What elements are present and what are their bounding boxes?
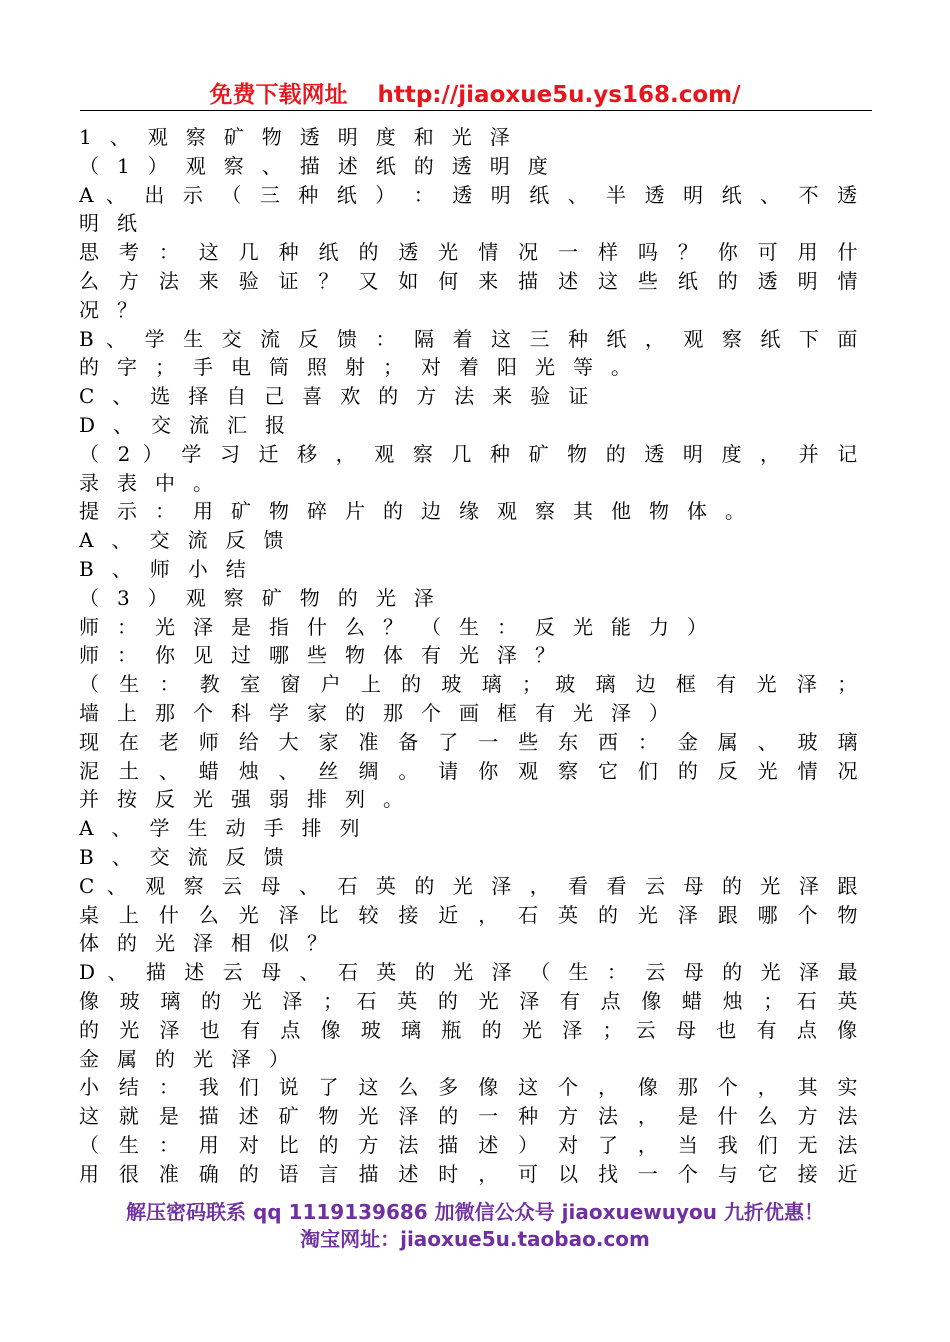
text-line: 这 就 是 描 述 矿 物 光 泽 的 一 种 方 法 ， 是 什 么 方 法 [79, 1104, 858, 1129]
text-line: 的字；手电筒照射；对着阳光等。 [79, 355, 649, 380]
header-divider [80, 110, 872, 111]
download-label: 免费下载网址 [209, 82, 348, 108]
text-line: B、师小结 [79, 556, 264, 581]
text-line: 体的光泽相似？ [79, 931, 345, 956]
text-line: A、学生动手排列 [79, 816, 378, 841]
text-line: 像 玻 璃 的 光 泽 ； 石 英 的 光 泽 有 点 像 蜡 烛 ； 石 英 [79, 988, 858, 1013]
download-header [0, 76, 950, 109]
text-line: （1）观察、描述纸的透明度 [79, 153, 566, 178]
text-line: 思 考 ： 这 几 种 纸 的 透 光 情 况 一 样 吗 ？ 你 可 用 什 [79, 240, 858, 265]
text-line: （ 2 ） 学 习 迁 移 ， 观 察 几 种 矿 物 的 透 明 度 ， 并 记 [79, 441, 858, 466]
text-line: 现 在 老 师 给 大 家 准 备 了 一 些 东 西 ： 金 属 、 玻 璃 [79, 729, 858, 754]
text-line: 1、观察矿物透明度和光泽 [79, 125, 528, 149]
text-line: A 、 出 示 （ 三 种 纸 ） ： 透 明 纸 、 半 透 明 纸 、 不 透 [79, 182, 858, 207]
text-line: D 、 描 述 云 母 、 石 英 的 光 泽 （ 生 ： 云 母 的 光 泽 最 [79, 960, 858, 985]
text-line: 墙上那个科学家的那个画框有光泽） [79, 700, 687, 725]
text-line: （ 生 ： 用 对 比 的 方 法 描 述 ） 对 了 ， 当 我 们 无 法 [79, 1132, 858, 1157]
text-line: 泥 土 、 蜡 烛 、 丝 绸 。 请 你 观 察 它 们 的 反 光 情 况 [79, 758, 858, 783]
text-line: 的 光 泽 也 有 点 像 玻 璃 瓶 的 光 泽 ； 云 母 也 有 点 像 [79, 1017, 858, 1042]
text-line: 用 很 准 确 的 语 言 描 述 时 ， 可 以 找 一 个 与 它 接 近 [79, 1161, 858, 1186]
text-line: C、选择自己喜欢的方法来验证 [79, 384, 607, 409]
text-line: 提示：用矿物碎片的边缘观察其他物体。 [79, 499, 763, 524]
text-line: 金属的光泽） [79, 1046, 307, 1071]
text-line: 么 方 法 来 验 证 ？ 又 如 何 来 描 述 这 些 纸 的 透 明 情 [79, 268, 858, 293]
text-line: （ 生 ： 教 室 窗 户 上 的 玻 璃 ； 玻 璃 边 框 有 光 泽 ； [79, 672, 858, 697]
download-url-link[interactable]: http://jiaoxue5u.ys168.com/ [377, 82, 741, 108]
text-line: 师：你见过哪些物体有光泽？ [79, 643, 573, 668]
text-line: 录表中。 [79, 470, 231, 495]
text-line: D、交流汇报 [79, 412, 304, 437]
text-line: 桌 上 什 么 光 泽 比 较 接 近 ， 石 英 的 光 泽 跟 哪 个 物 [79, 902, 858, 927]
footer-contact: 解压密码联系 qq 1119139686 加微信公众号 jiaoxuewuyou 九折优惠！ [126, 1200, 824, 1224]
text-line: 况？ [79, 297, 155, 322]
text-line: A、交流反馈 [79, 528, 302, 553]
text-line: （3）观察矿物的光泽 [79, 585, 452, 610]
footer-taobao-link[interactable]: 淘宝网址：jiaoxue5u.taobao.com [300, 1227, 650, 1251]
text-line: C 、 观 察 云 母 、 石 英 的 光 泽 ， 看 看 云 母 的 光 泽 跟 [79, 873, 858, 898]
text-line: 师：光泽是指什么？（生：反光能力） [79, 614, 725, 639]
text-line: B 、 学 生 交 流 反 馈 ： 隔 着 这 三 种 纸 ， 观 察 纸 下 面 [79, 326, 858, 351]
text-line: 小 结 ： 我 们 说 了 这 么 多 像 这 个 ， 像 那 个 ， 其 实 [79, 1075, 858, 1100]
text-line: 明纸 [79, 211, 155, 236]
text-line: 并按反光强弱排列。 [79, 787, 421, 812]
text-line: B、交流反馈 [79, 844, 302, 869]
document-body [79, 123, 857, 1188]
